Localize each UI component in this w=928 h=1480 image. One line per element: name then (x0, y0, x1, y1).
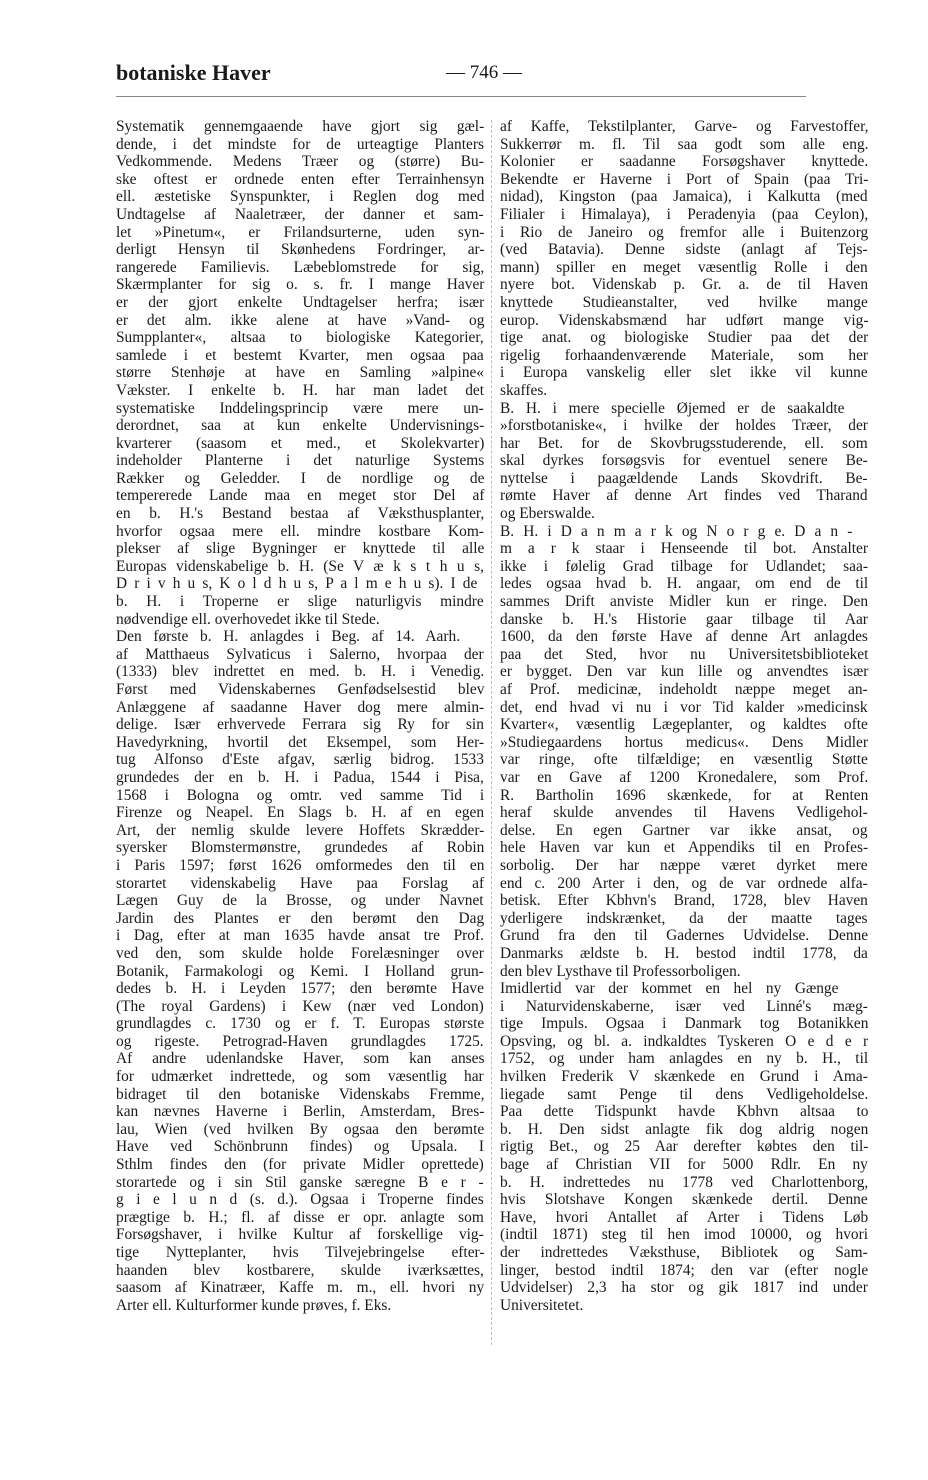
text-line: Udvidelser) 2,3 ha stor og gik 1817 ind under (500, 1279, 868, 1297)
text-line: Bekendte er Haverne i Port of Spain (paa Tri- (500, 170, 869, 188)
text-line: D r i v h u s, K o l d h u s, P a l m e h u s). I de (116, 575, 478, 593)
text-line: Botanik, Farmakologi og Kemi. I Holland grun- (116, 962, 484, 980)
text-line: storartet videnskabelig Have paa Forslag af (116, 874, 485, 892)
text-line: kan nævnes Haverne i Berlin, Amsterdam, Bres- (116, 1103, 485, 1121)
text-line: plekser af slige Bygninger er knyttede til alle (116, 540, 485, 558)
text-line: Rækker og Geledder. I de nordlige og de (116, 469, 485, 487)
text-line: var en Gave af 1200 Kronedalere, som Prof. (500, 768, 869, 786)
text-line: derordnet, saa at kun enkelte Undervisnings- (116, 417, 485, 435)
text-line: mann) spiller en meget væsentlig Rolle i den (500, 258, 868, 276)
text-line: Kvarter«, væsentlig Lægeplanter, og kaldtes ofte (500, 716, 868, 734)
text-line: i Dag, efter at man 1635 havde ansat tre Prof. (116, 927, 484, 945)
right-column (500, 118, 868, 1314)
text-line: betisk. Efter Kbhvn's Brand, 1728, blev Haven (500, 892, 868, 910)
text-line: tug Alfonso d'Este afgav, særlig bidrog. 1533 (116, 751, 484, 769)
text-line: »Studiegaardens hortus medicus«. Dens Midler (500, 733, 868, 751)
text-line: samlede i et bestemt Kvarter, men ogsaa paa (116, 346, 484, 364)
running-head: botaniske Haver (116, 60, 271, 85)
text-line: Systematik gennemgaaende have gjort sig gæl- (116, 118, 485, 135)
text-line: knyttede Studieanstalter, ved hvilke mange (500, 293, 868, 311)
text-line: tempererede Lande maa en meget stor Del af (116, 487, 485, 505)
text-line: delige. Især erhvervede Ferrara sig Ry for sin (116, 716, 484, 734)
text-line: Sthlm findes den (for private Midler oprettede) (116, 1156, 484, 1174)
text-line: skal dyrkes forsøgsvis for eventuel senere Be- (500, 452, 868, 470)
text-line: Vedkommende. Medens Træer og (større) Bu- (116, 153, 484, 171)
text-line: har Bet. for de Skovbrugsstuderende, ell. som (500, 434, 868, 452)
text-line: syersker Blomstermønstre, grundedes af Robin (116, 839, 485, 857)
text-line: Skærmplanter for sig o. s. fr. I mange Haver (116, 276, 485, 294)
text-line: den blev Lysthave til Professorboligen. (500, 962, 741, 980)
text-line: rømte Haver af denne Art findes ved Tharand (500, 487, 868, 505)
text-line: m a r k staar i Henseende til bot. Anstalter (500, 540, 869, 558)
text-line: Art, der nemlig skulde levere Hoffets Skrædder- (116, 821, 485, 839)
text-line: b. H. i Troperne er slige naturligvis mindre (116, 593, 484, 611)
left-column (116, 118, 484, 1314)
text-line: Filialer i Himalaya), i Peradenyia (paa Ceylon), (500, 205, 869, 223)
text-line: Imidlertid var der kommet en hel ny Gænge (500, 980, 839, 998)
text-line: Af andre udenlandske Haver, som kan anses (116, 1050, 485, 1068)
text-line: 1568 i Bologna og omtr. ved samme Tid i (116, 786, 485, 804)
text-line: Europas videnskabelige b. H. (Se V æ k s t h u s, (116, 557, 484, 575)
text-line: af Kaffe, Tekstilplanter, Garve- og Farvestoffer, (500, 118, 869, 135)
text-line: Vækster. I enkelte b. H. har man ladet det (116, 381, 485, 399)
text-line: B. H. i mere specielle Øjemed er de saakaldte (500, 399, 845, 417)
text-line: ske oftest er ordnede enten efter Terrainhensyn (116, 170, 485, 188)
text-line: Anlæggene af saadanne Haver dog mere almin- (116, 698, 485, 716)
text-line: for udmærket indrettede, og som væsentlig har (116, 1068, 484, 1086)
text-line: systematiske Inddelingsprincip være mere un- (116, 399, 484, 417)
text-line: nyere bot. Videnskab p. Gr. a. de til Haven (500, 276, 869, 294)
text-line: end c. 200 Arter i den, og de var ordnede alfa- (500, 874, 868, 892)
text-line: dedes b. H. i Leyden 1577; den berømte Have (116, 980, 484, 998)
text-line: er der gjort enkelte Undtagelser herfra; især (116, 293, 485, 311)
text-line: b. H. indrettedes nu 1778 ved Charlottenborg, (500, 1173, 869, 1191)
column-divider (491, 120, 492, 1345)
text-line: ved den, som skulde holde Forelæsninger over (116, 944, 484, 962)
text-line: større Stenhøje at have en Samling »alpine« (116, 364, 484, 382)
text-line: (ved Batavia). Denne sidste (anlagt af Tejs- (500, 241, 868, 259)
text-line: Forsøgshaver, i hvilke Kultur af forskellige vig- (116, 1226, 484, 1244)
text-line: Opsving, og bl. a. indkaldtes Tyskeren O e d e r (500, 1032, 869, 1050)
text-line: en b. H.'s Bestand bestaa af Væksthusplanter, (116, 505, 485, 523)
text-line: R. Bartholin 1696 skænkede, for at Renten (500, 786, 869, 804)
text-line: i Naturvidenskaberne, især ved Linné's mæg- (500, 997, 868, 1015)
text-line: bidraget til den botaniske Videnskabs Fremme, (116, 1085, 485, 1103)
text-line: saasom af Kinatræer, Kaffe m. m., ell. hvori ny (116, 1279, 485, 1297)
text-line: og rigeste. Petrograd-Haven grundlagdes 1725. (116, 1032, 484, 1050)
text-line: Lægen Guy de la Brosse, og under Navnet (116, 892, 484, 910)
text-line: Have, hvori Antallet af Arter i Tidens Løb (500, 1208, 869, 1226)
page-number: — 746 — (446, 62, 522, 83)
text-line: af Prof. medicinæ, indeholdt næppe meget an- (500, 681, 868, 698)
text-line: Grund fra den til Gadernes Udvidelse. Denne (500, 927, 869, 945)
text-line: tige Impuls. Ogsaa i Danmark tog Botanikken (500, 1015, 869, 1033)
text-line: Arter ell. Kulturformer kunde prøves, f. Eks. (116, 1296, 392, 1314)
text-line: sammes Drift anviste Midler kun er ringe. Den (500, 593, 869, 611)
text-line: danske b. H.'s Historie gaar tilbage til Aar (500, 610, 868, 628)
text-line: liegade samt Penge til dens Vedligeholdelse. (500, 1085, 869, 1103)
text-line: i Paris 1597; først 1626 omformedes den til en (116, 856, 485, 874)
text-line: linger, bestod indtil 1874; den var (efter nogle (500, 1261, 869, 1279)
text-line: Universitetet. (500, 1296, 584, 1314)
header-rule (116, 96, 806, 97)
text-line: ledes ogsaa hvad b. H. angaar, om end de til (500, 575, 869, 593)
text-line: grundedes der en b. H. i Padua, 1544 i Pisa, (116, 768, 484, 786)
text-line: heraf skulde anvendes til Havens Vedligehol- (500, 804, 868, 822)
text-line: 1752, og under ham anlagdes en ny b. H., til (500, 1050, 869, 1068)
text-line: yderligere indskrænket, da der maatte tages (500, 909, 868, 927)
text-line: nødvendige ell. overhovedet ikke til Stede. (116, 610, 380, 628)
text-line: Den første b. H. anlagdes i Beg. af 14. Aarh. (116, 628, 461, 646)
text-line: paa det Sted, hvor nu Universitetsbiblioteket (500, 645, 869, 663)
text-line: Sukkerrør m. fl. Til saa godt som alle eng. (500, 135, 869, 153)
text-line: (The royal Gardens) i Kew (nær ved London) (116, 997, 484, 1015)
text-line: Sumpplanter«, altsaa to biologiske Kategorier, (116, 329, 484, 347)
text-line: derligt Hensyn til Skønhedens Fordringer, ar- (116, 241, 485, 259)
text-line: Kolonier er saadanne Forsøgshaver knyttede. (500, 153, 869, 171)
text-line: Havedyrkning, hvortil det Eksempel, som Her- (116, 733, 485, 751)
text-line: sorbolig. Der har næppe været dyrket mere (500, 856, 868, 874)
text-line: Paa dette Tidspunkt havde Kbhvn altsaa to (500, 1103, 869, 1121)
text-line: skaffes. (500, 381, 548, 399)
text-line: storartede og i sin Stil ganske særegne B e r - (116, 1173, 484, 1191)
text-line: delse. En egen Gartner var ikke ansat, og (500, 821, 868, 839)
text-line: hvorfor ogsaa mere ell. mindre kostbare Kom- (116, 522, 484, 540)
text-line: let »Pinetum«, er Frilandsurterne, uden syn- (116, 223, 485, 241)
text-line: i Europa vanskelig eller slet ikke vil kunne (500, 364, 868, 382)
text-line: nyttelse i paagældende Lands Skovdrift. Be- (500, 469, 868, 487)
text-line: rigtig Bet., og 25 Aar derefter købtes den til- (500, 1138, 869, 1156)
text-line: Først med Videnskabernes Genfødselsestid blev (116, 681, 485, 698)
text-line: bage af Christian VII for 5000 Rdlr. En ny (500, 1156, 868, 1174)
text-line: dende, i det mindste for de urteagtige Planters (116, 135, 484, 153)
text-line: hele Haven var kun et Appendiks til en Profes- (500, 839, 869, 857)
text-line: europ. Videnskabsmænd har udført mange vig- (500, 311, 869, 329)
text-line: er bygget. Den var kun lille og anvendtes især (500, 663, 869, 681)
text-line: g i e l u n d (s. d.). Ogsaa i Troperne findes (116, 1191, 484, 1209)
text-line: det, end hvad vi nu i vor Tid kalder »medicinsk (500, 698, 868, 716)
text-line: er det alm. ikke alene at have »Vand- og (116, 311, 485, 329)
text-line: 1600, da den første Have af denne Art anlagdes (500, 628, 868, 646)
text-line: ikke i følelig Grad tilbage for Udlandet; saa- (500, 557, 868, 575)
text-line: haanden blev kostbarere, skulde iværksættes, (116, 1261, 484, 1279)
text-line: af Matthaeus Sylvaticus i Salerno, hvorpaa der (116, 645, 484, 663)
text-line: kvarterer (saasom et med., et Skolekvarter) (116, 434, 485, 452)
text-line: Danmarks ældste b. H. bestod indtil 1778, da (500, 944, 868, 962)
text-line: nidad), Kingston (paa Jamaica), i Kalkutta (med (500, 188, 868, 206)
text-line: var ringe, ofte tilfældige; en væsentlig Støtte (500, 751, 868, 769)
text-line: ell. æstetiske Synspunkter, i Reglen dog med (116, 188, 485, 206)
text-line: Undtagelse af Naaletræer, der danner et sam- (116, 205, 484, 223)
text-line: (1333) blev indrettet en med. b. H. i Venedig. (116, 663, 485, 681)
text-line: lau, Wien (ved hvilken By ogsaa den berømte (116, 1120, 485, 1138)
text-line: tige Nytteplanter, hvis Tilvejebringelse efter- (116, 1244, 485, 1261)
text-line: grundlagdes c. 1730 og er f. T. Europas største (116, 1015, 485, 1033)
text-line: og Eberswalde. (500, 505, 595, 523)
text-line: der indrettedes Væksthuse, Bibliotek og Sam- (500, 1244, 868, 1261)
text-line: Jardin des Plantes er den berømt den Dag (116, 909, 485, 927)
text-line: prægtige b. H.; fl. af disse er opr. anlagte som (116, 1208, 484, 1226)
text-line: b. H. Den sidst anlagte fik dog aldrig nogen (500, 1120, 869, 1138)
text-line: B. H. i D a n m a r k og N o r g e. D a n - (500, 522, 853, 540)
text-line: i Rio de Janeiro og fremfor alle i Buitenzorg (500, 223, 869, 241)
text-line: (indtil 1871) steg til hen imod 10000, og hvori (500, 1226, 868, 1244)
text-line: rangerede Familievis. Læbeblomstrede for sig, (116, 258, 485, 276)
text-line: tige anat. og biologiske Studier paa det der (500, 329, 869, 347)
text-line: rigelig forhaandenværende Materiale, som her (500, 346, 869, 364)
text-line: hvis Slotshave Kongen skænkede dertil. Denne (500, 1191, 868, 1209)
page-header (116, 60, 806, 90)
text-line: Have ved Schönbrunn findes) og Upsala. I (116, 1138, 485, 1156)
text-line: »forstbotaniske«, i hvilke der holdes Træer, der (500, 417, 868, 435)
text-line: hvilken Frederik V skænkede en Grund i Ama- (500, 1068, 868, 1086)
text-line: indeholder Planterne i det naturlige Systems (116, 452, 485, 470)
text-line: Firenze og Neapel. En Slags b. H. af en egen (116, 804, 485, 822)
